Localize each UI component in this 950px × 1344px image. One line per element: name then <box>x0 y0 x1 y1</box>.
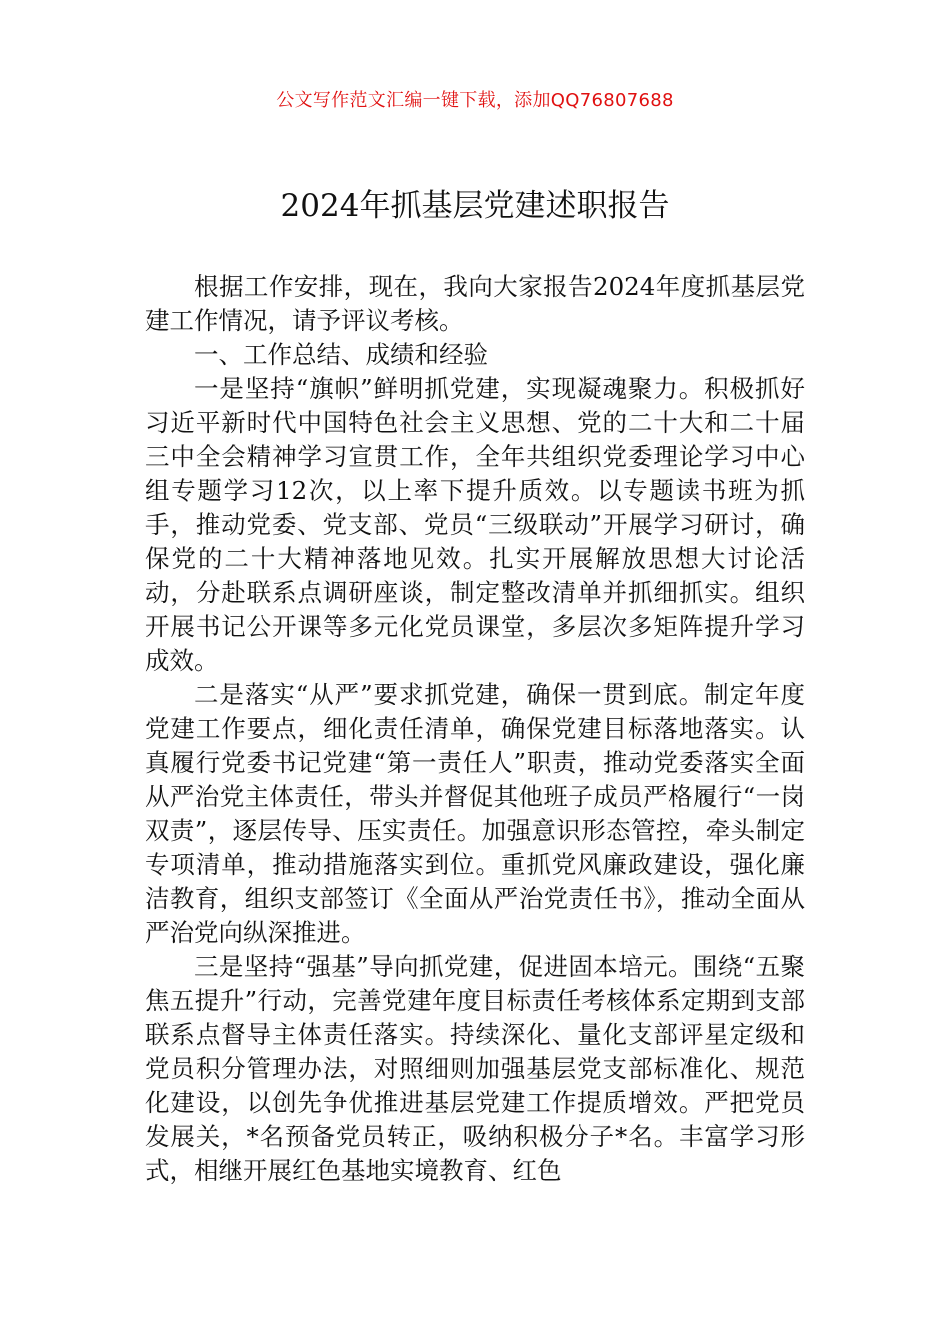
download-promo-note: 公文写作范文汇编一键下载，添加QQ76807688 <box>276 90 674 111</box>
document-title: 2024年抓基层党建述职报告 <box>280 188 670 224</box>
paragraph-point-two: 二是落实“从严”要求抓党建，确保一贯到底。制定年度党建工作要点，细化责任清单，确保党建目标落地落实。认真履行党委书记党建“第一责任人”职责，推动党委落实全面从严治党主体责任，带头并督促其他班子成员严格履行“一岗双责”，逐层传导、压实责任。加强意识形态管控，牵头制定专项清单，推动措施落实到位。重抓党风廉政建设，强化廉洁教育，组织支部签订《全面从严治党责任书》，推动全面从严治党向纵深推进。 <box>145 680 805 947</box>
document-body <box>145 270 805 1188</box>
section-heading: 一、工作总结、成绩和经验 <box>194 340 488 369</box>
paragraph-point-three: 三是坚持“强基”导向抓党建，促进固本培元。围绕“五聚焦五提升”行动，完善党建年度目标责任考核体系定期到支部联系点督导主体责任落实。持续深化、量化支部评星定级和党员积分管理办法，对照细则加强基层党支部标准化、规范化建设，以创先争优推进基层党建工作提质增效。严把党员发展关，*名预备党员转正，吸纳积极分子*名。丰富学习形式，相继开展红色基地实境教育、红色 <box>145 952 805 1185</box>
paragraph-point-one: 一是坚持“旗帜”鲜明抓党建，实现凝魂聚力。积极抓好习近平新时代中国特色社会主义思想、党的二十大和二十届三中全会精神学习宣贯工作，全年共组织党委理论学习中心组专题学习12次，以上率下提升质效。以专题读书班为抓手，推动党委、党支部、党员“三级联动”开展学习研讨，确保党的二十大精神落地见效。扎实开展解放思想大讨论活动，分赴联系点调研座谈，制定整改清单并抓细抓实。组织开展书记公开课等多元化党员课堂，多层次多矩阵提升学习成效。 <box>145 374 805 675</box>
intro-paragraph: 根据工作安排，现在，我向大家报告2024年度抓基层党建工作情况，请予评议考核。 <box>145 272 805 335</box>
